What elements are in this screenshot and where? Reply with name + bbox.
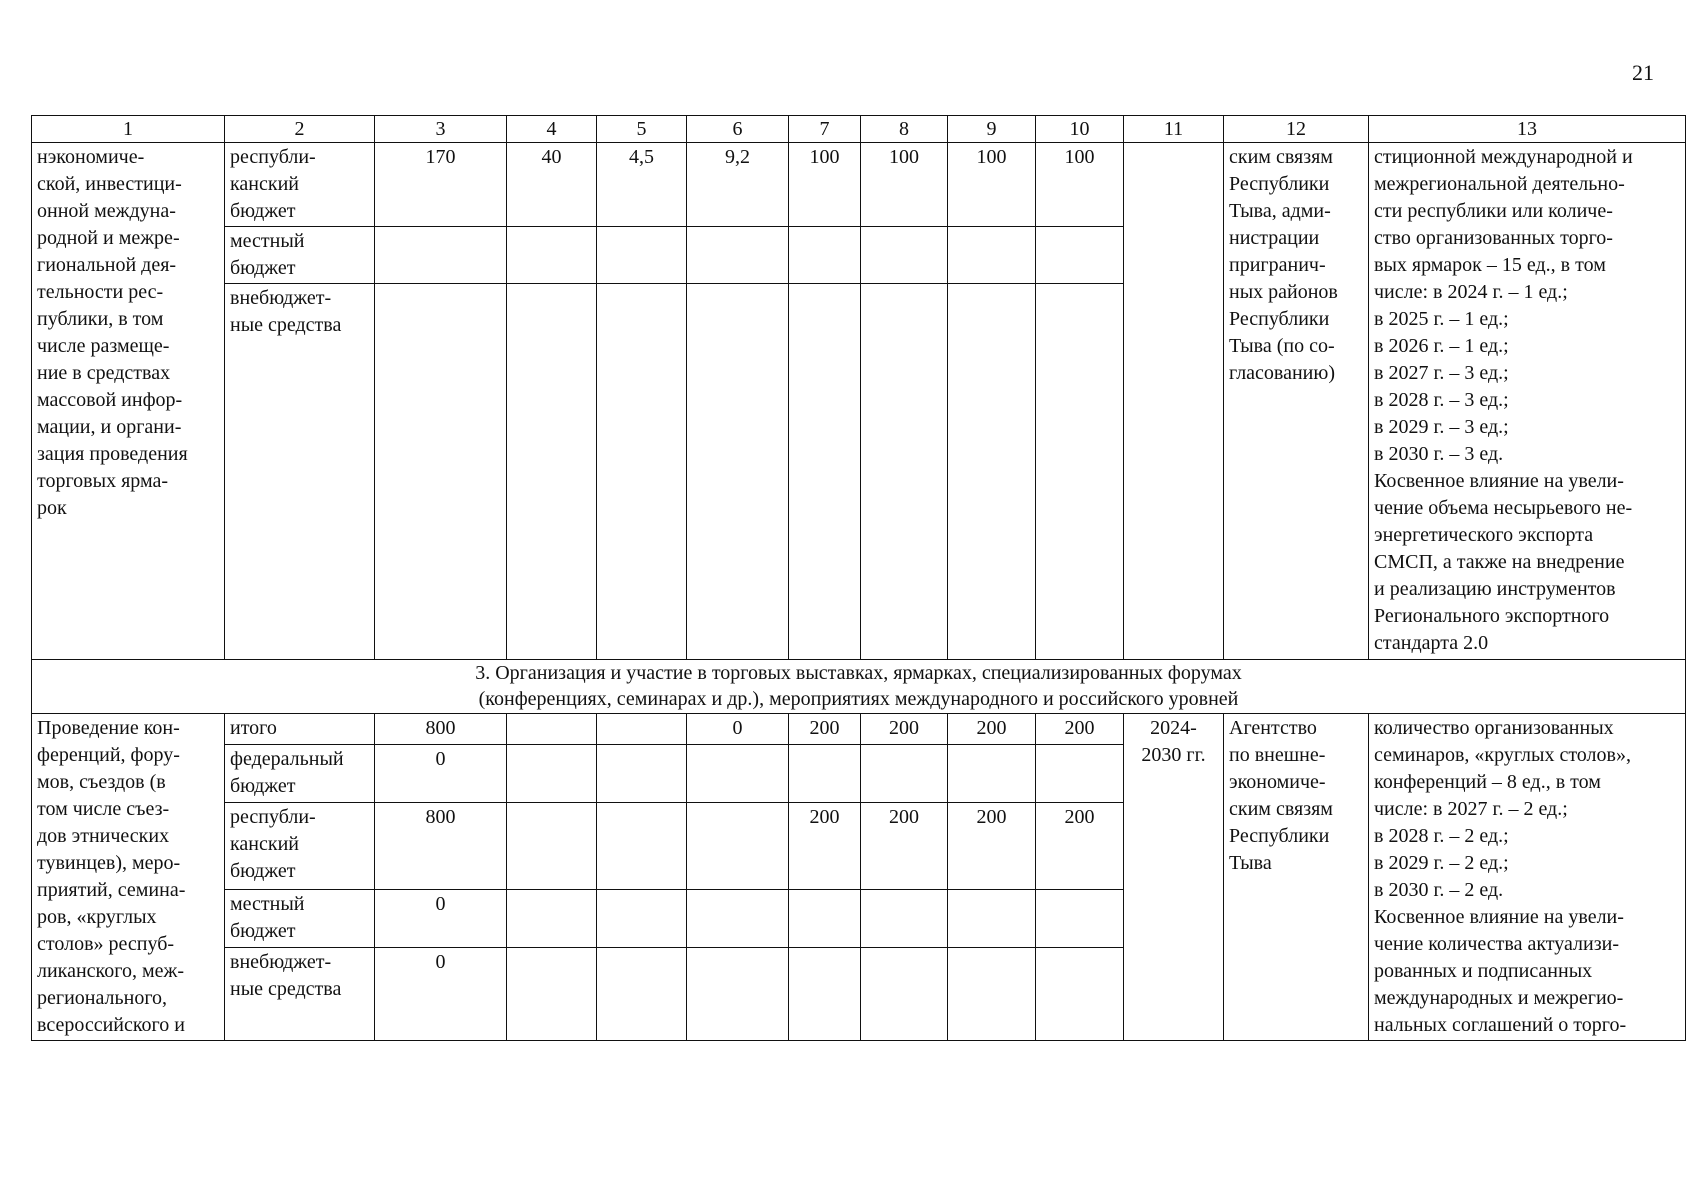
value-cell: 0: [375, 889, 507, 948]
value-cell: [687, 803, 789, 889]
page-number: 21: [1632, 60, 1654, 85]
value-cell: 100: [861, 143, 948, 227]
executor-cell: Агентство по внешне- экономиче- ским связям Республики Тыва: [1224, 714, 1369, 1041]
value-cell: [687, 889, 789, 948]
table-header-row: [32, 116, 1686, 143]
funding-source-cell: итого: [225, 714, 375, 745]
column-number-4: 4: [507, 116, 597, 143]
value-cell: [861, 744, 948, 803]
value-cell: 0: [687, 714, 789, 745]
column-number-6: 6: [687, 116, 789, 143]
value-cell: 200: [861, 714, 948, 745]
value-cell: [597, 948, 687, 1041]
value-cell: 4,5: [597, 143, 687, 227]
funding-source-cell: республи- канский бюджет: [225, 143, 375, 227]
result-cell: стиционной международной и межрегиональной деятельно- сти республики или количе- ство организованных торго- вых ярмарок – 15 ед., в том числе: в 2024 г. – 1 ед.; в 2025 г. – 1 ед.; в 2026 г. – 1 ед.; в 2027 г. – 3 ед.; в 2028 г. – 3 ед.; в 2029 г. – 3 ед.; в 2030 г. – 3 ед. Косвенное влияние на увели- чение объема несырьевого не- энергетического экспорта СМСП, а также на внедрение и реализацию инструментов Регионального экспортного стандарта 2.0: [1369, 143, 1686, 660]
column-number-8: 8: [861, 116, 948, 143]
value-cell: [789, 227, 861, 284]
value-cell: 200: [861, 803, 948, 889]
value-cell: [948, 284, 1036, 660]
value-cell: 200: [948, 803, 1036, 889]
value-cell: 800: [375, 714, 507, 745]
value-cell: [1036, 948, 1124, 1041]
result-cell: количество организованных семинаров, «круглых столов», конференций – 8 ед., в том числе: в 2027 г. – 2 ед.; в 2028 г. – 2 ед.; в 2029 г. – 2 ед.; в 2030 г. – 2 ед. Косвенное влияние на увели- чение количества актуализи- рованных и подписанных международных и межрегио- нальных соглашений о торго-: [1369, 714, 1686, 1041]
activity-cell: нэкономиче- ской, инвестици- онной междуна- родной и межре- гиональной дея- тельности рес- публики, в том числе размеще- ние в средствах массовой инфор- мации, и органи- зация проведения торговых ярма- рок: [32, 143, 225, 660]
value-cell: [507, 227, 597, 284]
funding-source-cell: федеральный бюджет: [225, 744, 375, 803]
column-number-10: 10: [1036, 116, 1124, 143]
value-cell: [861, 948, 948, 1041]
value-cell: [597, 803, 687, 889]
column-number-3: 3: [375, 116, 507, 143]
value-cell: [861, 227, 948, 284]
value-cell: 170: [375, 143, 507, 227]
value-cell: [375, 284, 507, 660]
value-cell: [507, 889, 597, 948]
funding-source-cell: внебюджет- ные средства: [225, 948, 375, 1041]
activity-cell: Проведение кон- ференций, фору- мов, съездов (в том числе съез- дов этнических тувинцев), меро- приятий, семина- ров, «круглых столов» респуб- ликанского, меж- регионального, всероссийского и: [32, 714, 225, 1041]
column-number-5: 5: [597, 116, 687, 143]
value-cell: 0: [375, 744, 507, 803]
value-cell: [507, 948, 597, 1041]
funding-source-cell: местный бюджет: [225, 889, 375, 948]
column-number-9: 9: [948, 116, 1036, 143]
column-number-7: 7: [789, 116, 861, 143]
section-heading: 3. Организация и участие в торговых выставках, ярмарках, специализированных форумах (конференциях, семинарах и др.), мероприятиях международного и российского уровней: [32, 660, 1686, 714]
value-cell: 0: [375, 948, 507, 1041]
value-cell: [948, 948, 1036, 1041]
value-cell: [687, 227, 789, 284]
period-cell: 2024- 2030 гг.: [1124, 714, 1224, 1041]
value-cell: [1036, 284, 1124, 660]
section-heading-row: [32, 660, 1686, 714]
value-cell: 200: [1036, 803, 1124, 889]
value-cell: [1036, 227, 1124, 284]
value-cell: 100: [1036, 143, 1124, 227]
value-cell: [948, 889, 1036, 948]
value-cell: [375, 227, 507, 284]
value-cell: [507, 744, 597, 803]
period-cell: [1124, 143, 1224, 660]
funding-source-cell: внебюджет- ные средства: [225, 284, 375, 660]
value-cell: 800: [375, 803, 507, 889]
column-number-13: 13: [1369, 116, 1686, 143]
column-number-12: 12: [1224, 116, 1369, 143]
value-cell: [789, 284, 861, 660]
value-cell: [861, 284, 948, 660]
value-cell: [687, 948, 789, 1041]
value-cell: 200: [789, 714, 861, 745]
value-cell: 200: [948, 714, 1036, 745]
value-cell: [597, 284, 687, 660]
value-cell: [948, 744, 1036, 803]
column-number-1: 1: [32, 116, 225, 143]
value-cell: [597, 889, 687, 948]
value-cell: [948, 227, 1036, 284]
value-cell: 200: [789, 803, 861, 889]
value-cell: [507, 714, 597, 745]
value-cell: 40: [507, 143, 597, 227]
value-cell: 200: [1036, 714, 1124, 745]
value-cell: [507, 803, 597, 889]
value-cell: [687, 744, 789, 803]
value-cell: 100: [789, 143, 861, 227]
value-cell: 100: [948, 143, 1036, 227]
table-row: [32, 714, 1686, 745]
value-cell: [789, 744, 861, 803]
program-activities-table: [31, 115, 1686, 1041]
value-cell: [597, 227, 687, 284]
value-cell: [789, 948, 861, 1041]
value-cell: [507, 284, 597, 660]
value-cell: [861, 889, 948, 948]
value-cell: [597, 744, 687, 803]
value-cell: [1036, 744, 1124, 803]
value-cell: [687, 284, 789, 660]
funding-source-cell: местный бюджет: [225, 227, 375, 284]
table-body: [32, 116, 1686, 1041]
column-number-11: 11: [1124, 116, 1224, 143]
executor-cell: ским связям Республики Тыва, адми- нистрации пригранич- ных районов Республики Тыва (по со- гласованию): [1224, 143, 1369, 660]
value-cell: [597, 714, 687, 745]
table-row: [32, 143, 1686, 227]
value-cell: [789, 889, 861, 948]
column-number-2: 2: [225, 116, 375, 143]
value-cell: 9,2: [687, 143, 789, 227]
value-cell: [1036, 889, 1124, 948]
funding-source-cell: республи- канский бюджет: [225, 803, 375, 889]
